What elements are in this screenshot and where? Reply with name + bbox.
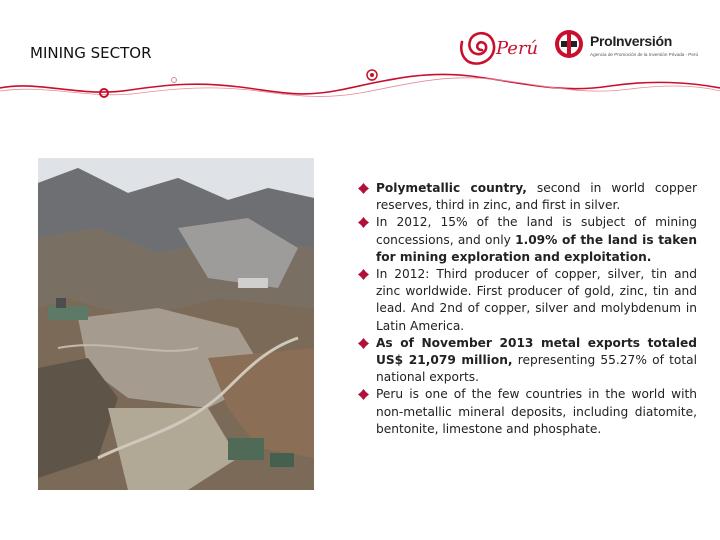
proinversion-name: ProInversión	[590, 33, 672, 49]
decorative-wave-line	[0, 60, 720, 110]
diamond-bullet-icon	[358, 183, 369, 194]
bullet-bold-text: 1.09% of the land is taken for mining exploration and exploitation.	[376, 232, 698, 264]
decorative-small-ring-icon	[172, 78, 177, 83]
decorative-ring-icon	[100, 89, 108, 97]
bullet-list	[358, 180, 697, 438]
page-title: MINING SECTOR	[30, 44, 152, 62]
diamond-bullet-icon	[358, 389, 369, 400]
peru-brand-logo	[456, 20, 546, 80]
proinversion-tagline: Agencia de Promoción de la Inversión Privada - Perú	[590, 52, 699, 57]
list-item	[358, 386, 697, 438]
list-item	[358, 335, 697, 387]
diamond-bullet-icon	[358, 217, 369, 228]
proinversion-seal-icon	[553, 28, 585, 60]
bullet-text: second in world copper reserves, third in zinc, and first in silver.	[376, 181, 697, 213]
bullet-bold-text: As of November 2013 metal exports totaled US$ 21,079 million,	[376, 335, 697, 368]
bullet-text: Peru is one of the few countries in the world with non-metallic mineral deposits, including diatomite, bentonite, limestone and phosphate.	[376, 387, 697, 436]
mine-photo	[38, 158, 314, 490]
diamond-bullet-icon	[358, 338, 369, 349]
proinversion-logo	[553, 28, 703, 64]
bullet-text: representing 55.27% of total national exports.	[376, 353, 698, 385]
bullet-text: In 2012, 15% of the land is subject of mining concessions, and only	[376, 215, 697, 247]
peru-spiral-icon	[456, 20, 500, 76]
list-item	[358, 266, 697, 335]
list-item	[358, 180, 697, 214]
bullet-bold-text: Polymetallic country,	[376, 181, 527, 195]
list-item	[358, 214, 697, 266]
bullet-text: In 2012: Third producer of copper, silver, tin and zinc worldwide. First producer of gold, zinc, tin and lead. And 2nd of copper, silver and molybdenum in Latin America.	[376, 267, 697, 333]
peru-wordmark: Perú	[496, 38, 539, 59]
diamond-bullet-icon	[358, 269, 369, 280]
